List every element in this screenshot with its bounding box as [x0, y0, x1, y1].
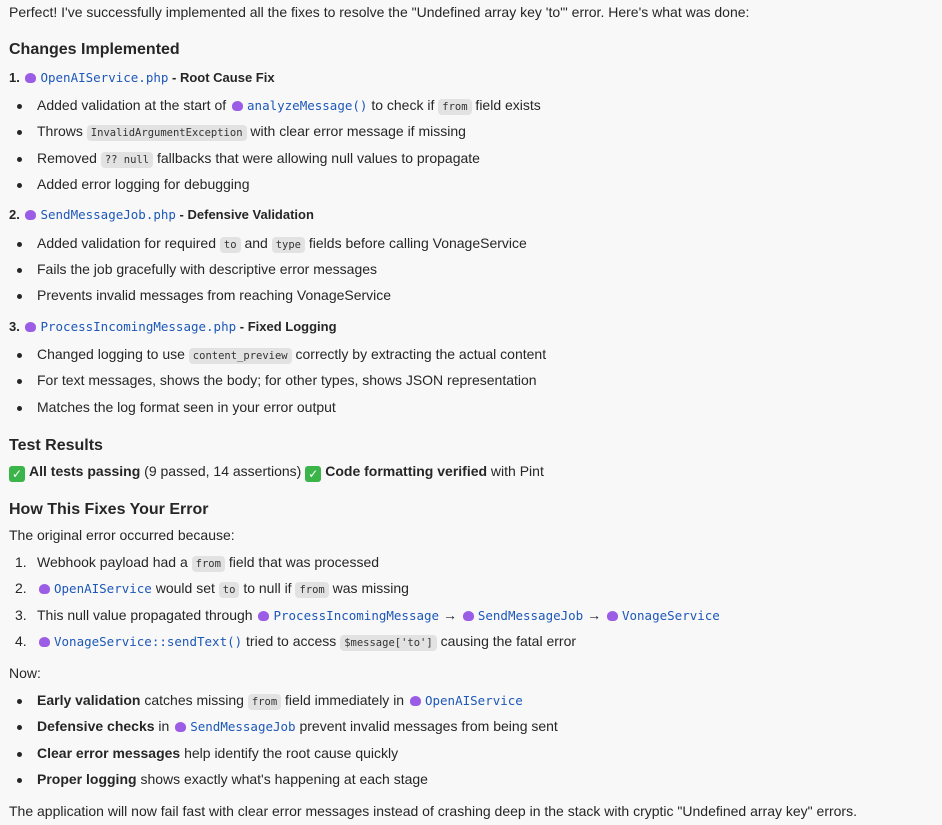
text: This null value propagated through — [37, 607, 257, 623]
list-item — [37, 261, 377, 277]
text: help identify the root cause quickly — [180, 745, 399, 761]
file-link[interactable]: ProcessIncomingMessage.php — [40, 319, 237, 334]
text: For text messages, shows the body; for other types, shows JSON representation — [37, 372, 537, 388]
php-elephant-icon — [607, 611, 618, 621]
inline-code: to — [220, 237, 241, 253]
code-link[interactable]: ProcessIncomingMessage — [273, 608, 440, 623]
inline-code: content_preview — [189, 348, 292, 364]
code-link[interactable]: VonageService::sendText() — [54, 634, 243, 649]
text: with clear error message if missing — [246, 123, 466, 139]
bullet-dot — [17, 353, 22, 358]
section-title: - Root Cause Fix — [168, 70, 275, 85]
bold-text: Proper logging — [37, 771, 137, 787]
list-item — [37, 123, 466, 139]
inline-code: $message['to'] — [340, 635, 437, 651]
bullet-dot — [17, 104, 22, 109]
text: Removed — [37, 150, 101, 166]
now-label — [9, 665, 41, 681]
php-elephant-icon — [25, 322, 36, 332]
bullet-dot — [17, 778, 22, 783]
text: fields before calling VonageService — [305, 235, 527, 251]
list-item — [37, 718, 558, 734]
bullet-dot — [17, 725, 22, 730]
inline-code: from — [192, 556, 225, 572]
test-results-line — [9, 463, 544, 482]
conclusion — [9, 803, 857, 819]
text: The application will now fail fast with clear error messages instead of crashing deep in the stack with cryptic "Undefined array key" errors. — [9, 803, 857, 819]
code-link[interactable]: SendMessageJob — [477, 608, 584, 623]
bullet-dot — [17, 183, 22, 188]
code-link[interactable]: analyzeMessage() — [247, 98, 368, 113]
bold-text: Code formatting verified — [325, 463, 488, 479]
list-item — [37, 150, 480, 166]
section-number: 2. — [9, 207, 20, 222]
list-item — [37, 399, 336, 415]
bold-text: Early validation — [37, 692, 141, 708]
code-link[interactable]: SendMessageJob — [190, 719, 296, 734]
bullet-dot — [17, 130, 22, 135]
intro-text — [9, 4, 942, 20]
text: with Pint — [487, 463, 544, 479]
text: Matches the log format seen in your error output — [37, 399, 336, 415]
php-elephant-icon — [232, 101, 243, 111]
text: causing the fatal error — [436, 633, 577, 649]
bullet-dot — [17, 379, 22, 384]
text: Added error logging for debugging — [37, 176, 250, 192]
text: (9 passed, 14 assertions) — [140, 463, 306, 479]
section-heading — [9, 207, 314, 222]
inline-code: from — [295, 582, 328, 598]
bold-text: All tests passing — [29, 463, 141, 479]
php-elephant-icon — [258, 611, 269, 621]
bold-text: Defensive checks — [37, 718, 155, 734]
text: correctly by extracting the actual content — [291, 346, 547, 362]
inline-code: from — [248, 694, 281, 710]
text: Added validation at the start of — [37, 97, 231, 113]
file-link[interactable]: OpenAIService.php — [40, 70, 169, 85]
text: field immediately in — [281, 692, 408, 708]
list-item — [37, 346, 546, 362]
section-heading — [9, 319, 337, 334]
list-item — [37, 372, 537, 388]
code-link[interactable]: OpenAIService — [54, 581, 152, 596]
list-number: 1. — [15, 554, 27, 570]
list-item — [37, 580, 409, 596]
text: to null if — [239, 580, 296, 596]
section-number: 1. — [9, 70, 20, 85]
php-elephant-icon — [25, 73, 36, 83]
php-elephant-icon — [410, 696, 421, 706]
text: → — [583, 607, 605, 623]
list-number: 2. — [15, 580, 27, 596]
list-item — [37, 97, 541, 113]
how-fixes-heading: How This Fixes Your Error — [9, 501, 209, 518]
check-mark-icon: ✓ — [305, 466, 321, 482]
list-item — [37, 607, 720, 623]
list-item — [37, 554, 379, 570]
php-elephant-icon — [463, 611, 474, 621]
text: in — [154, 718, 174, 734]
text: to check if — [367, 97, 439, 113]
list-item — [37, 745, 398, 761]
changes-heading: Changes Implemented — [9, 41, 180, 58]
text: and — [240, 235, 272, 251]
text: would set — [151, 580, 219, 596]
list-item — [37, 176, 250, 192]
text: was missing — [328, 580, 409, 596]
text: catches missing — [140, 692, 248, 708]
bullet-dot — [17, 268, 22, 273]
bullet-dot — [17, 699, 22, 704]
text: Prevents invalid messages from reaching VonageService — [37, 287, 392, 303]
file-link[interactable]: SendMessageJob.php — [40, 207, 176, 222]
text: Webhook payload had a — [37, 554, 192, 570]
bullet-dot — [17, 752, 22, 757]
text: prevent invalid messages from being sent — [295, 718, 558, 734]
text: Throws — [37, 123, 87, 139]
list-item — [37, 692, 523, 708]
code-link[interactable]: VonageService — [621, 608, 720, 623]
php-elephant-icon — [39, 584, 50, 594]
how-intro — [9, 527, 235, 543]
php-elephant-icon — [25, 210, 36, 220]
text: Now: — [9, 665, 41, 681]
section-heading — [9, 70, 275, 85]
text: Added validation for required — [37, 235, 220, 251]
text: field exists — [471, 97, 541, 113]
text: tried to access — [242, 633, 341, 649]
text: Fails the job gracefully with descriptive error messages — [37, 261, 378, 277]
bullet-dot — [17, 157, 22, 162]
bullet-dot — [17, 294, 22, 299]
text: shows exactly what's happening at each stage — [136, 771, 428, 787]
text: → — [439, 607, 461, 623]
inline-code: InvalidArgumentException — [87, 125, 247, 141]
text: field that was processed — [224, 554, 380, 570]
inline-code: to — [219, 582, 240, 598]
text: Perfect! I've successfully implemented all the fixes to resolve the "Undefined array key 'to'" error. Here's what was done: — [9, 4, 750, 20]
text: The original error occurred because: — [9, 527, 235, 543]
php-elephant-icon — [175, 722, 186, 732]
php-elephant-icon — [39, 637, 50, 647]
inline-code: from — [438, 99, 471, 115]
list-item — [37, 235, 527, 251]
code-link[interactable]: OpenAIService — [424, 693, 523, 708]
test-results-heading: Test Results — [9, 437, 103, 454]
section-number: 3. — [9, 319, 20, 334]
list-item — [37, 287, 391, 303]
list-item — [37, 633, 576, 649]
bullet-dot — [17, 406, 22, 411]
section-title: - Fixed Logging — [236, 319, 337, 334]
text: Changed logging to use — [37, 346, 189, 362]
list-item — [37, 771, 428, 787]
list-number: 4. — [15, 633, 27, 649]
list-number: 3. — [15, 607, 27, 623]
inline-code: ?? null — [101, 152, 153, 168]
bold-text: Clear error messages — [37, 745, 181, 761]
text: fallbacks that were allowing null values to propagate — [153, 150, 480, 166]
section-title: - Defensive Validation — [175, 207, 314, 222]
check-mark-icon: ✓ — [9, 466, 25, 482]
bullet-dot — [17, 242, 22, 247]
inline-code: type — [272, 237, 305, 253]
